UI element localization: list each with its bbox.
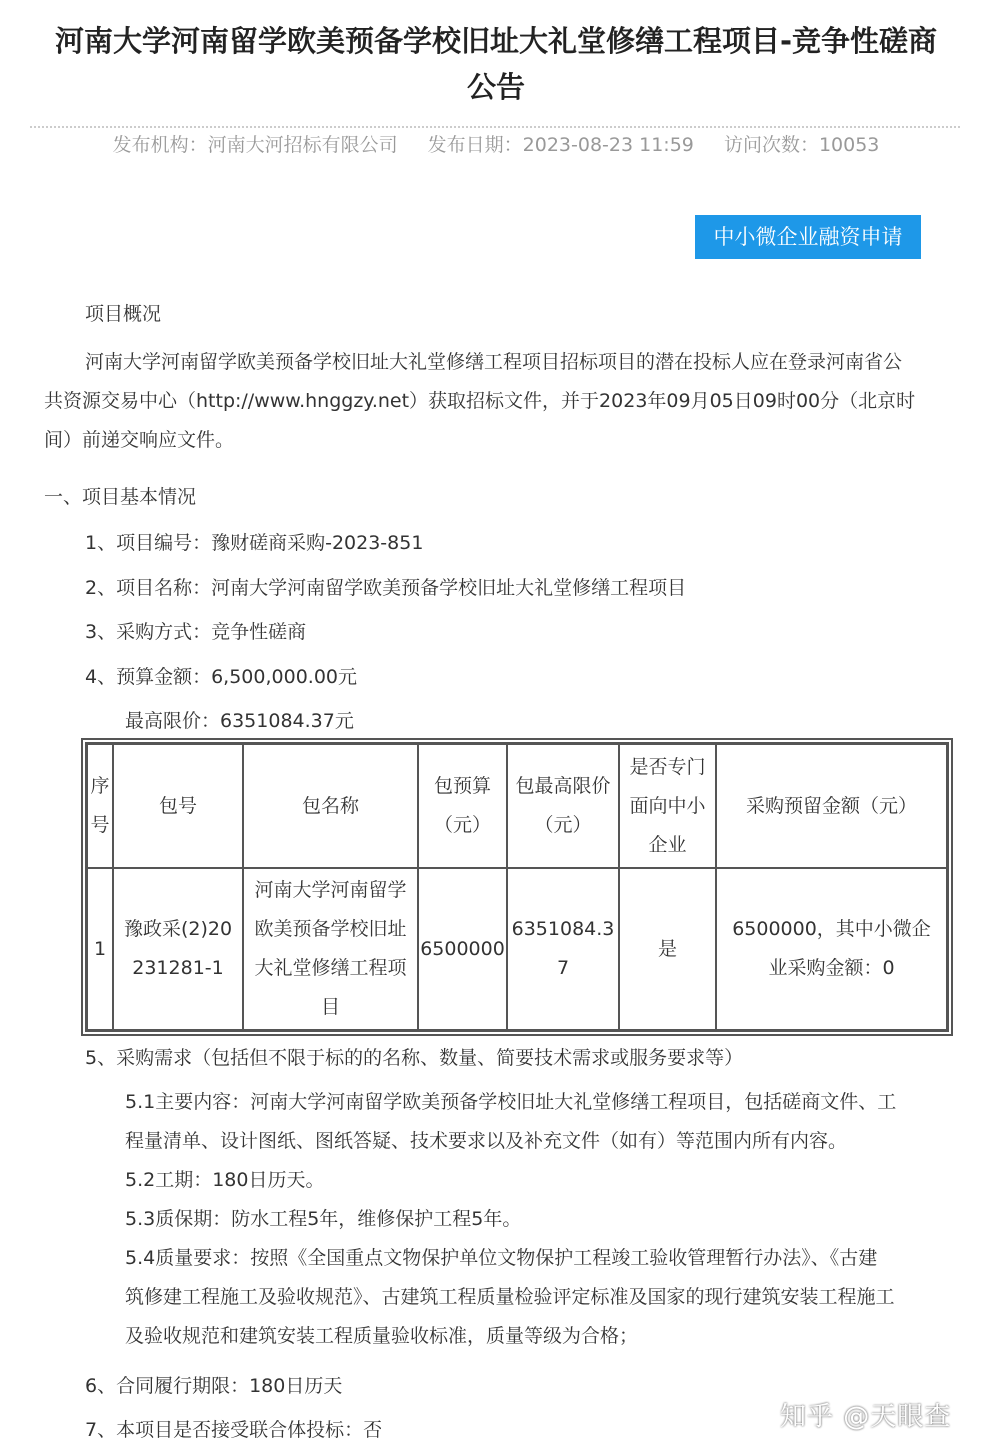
header-cell: 包名称 — [243, 744, 418, 868]
table-cell: 6500000，其中小微企业采购金额：0 — [716, 868, 947, 1030]
table-cell: 河南大学河南留学欧美预备学校旧址大礼堂修缮工程项目 — [243, 868, 418, 1030]
table-cell: 是 — [619, 868, 716, 1030]
item5-heading: 5、采购需求（包括但不限于标的的名称、数量、简要技术需求或服务要求等） — [85, 1047, 744, 1069]
overview-line: 共资源交易中心（http://www.hnggzy.net）获取招标文件，并于2023年09月05日09时00分（北京时 — [44, 390, 916, 412]
page-title — [0, 18, 992, 110]
meta-bar — [0, 131, 992, 159]
item7: 7、本项目是否接受联合体投标：否 — [85, 1419, 383, 1441]
max-price: 最高限价：6351084.37元 — [125, 710, 354, 732]
page-title-line2: 公告 — [466, 70, 525, 104]
header-cell: 是否专门面向中小企业 — [619, 744, 716, 868]
basic-info-list — [85, 521, 686, 744]
table-cell: 6500000 — [418, 868, 507, 1030]
item5-line: 筑修建工程施工及验收规范》、古建筑工程质量检验评定标准及国家的现行建筑安装工程施工 — [125, 1286, 895, 1308]
item6: 6、合同履行期限：180日历天 — [85, 1375, 343, 1397]
overview-heading: 项目概况 — [85, 303, 162, 325]
item5-line: 程量清单、设计图纸、图纸答疑、技术要求以及补充文件（如有）等范围内所有内容。 — [125, 1130, 848, 1152]
zhihu-watermark: 知乎 @天眼查 — [780, 1402, 952, 1432]
item5-line: 及验收规范和建筑安装工程质量验收标准，质量等级为合格； — [125, 1325, 639, 1347]
item5-line: 5.3质保期：防水工程5年，维修保护工程5年。 — [125, 1208, 522, 1230]
item5-line: 5.1主要内容：河南大学河南留学欧美预备学校旧址大礼堂修缮工程项目，包括磋商文件、工 — [125, 1091, 897, 1113]
table-row — [87, 868, 947, 1030]
table-header-row — [87, 744, 947, 868]
basic-item: 2、项目名称：河南大学河南留学欧美预备学校旧址大礼堂修缮工程项目 — [85, 576, 687, 599]
meta-publisher: 发布机构：河南大河招标有限公司 — [112, 134, 398, 156]
title-divider — [30, 126, 960, 128]
basic-item: 3、采购方式：竞争性磋商 — [85, 621, 307, 643]
header-cell: 包预算（元） — [418, 744, 507, 868]
table-cell: 1 — [87, 868, 113, 1030]
finance-apply-button[interactable]: 中小微企业融资申请 — [695, 215, 921, 259]
package-table — [85, 742, 949, 1032]
overview-line: 河南大学河南留学欧美预备学校旧址大礼堂修缮工程项目招标项目的潜在投标人应在登录河南省公 — [85, 351, 903, 373]
overview-line: 间）前递交响应文件。 — [44, 429, 235, 451]
basic-item: 4、预算金额：6,500,000.00元 — [85, 665, 358, 688]
header-cell: 采购预留金额（元） — [716, 744, 947, 868]
table-cell: 6351084.37 — [507, 868, 619, 1030]
header-cell: 包最高限价（元） — [507, 744, 619, 868]
header-cell: 序号 — [87, 744, 113, 868]
section1-heading: 一、项目基本情况 — [44, 486, 197, 508]
item5-line: 5.4质量要求：按照《全国重点文物保护单位文物保护工程竣工验收管理暂行办法》、《古建 — [125, 1247, 878, 1269]
overview-paragraph — [44, 343, 915, 460]
basic-item: 1、项目编号：豫财磋商采购-2023-851 — [85, 532, 424, 554]
table-cell: 豫政采(2)20231281-1 — [113, 868, 243, 1030]
meta-visits: 访问次数：10053 — [723, 134, 880, 156]
item5-line: 5.2工期：180日历天。 — [125, 1169, 325, 1191]
header-cell: 包号 — [113, 744, 243, 868]
page-title-line1: 河南大学河南留学欧美预备学校旧址大礼堂修缮工程项目-竞争性磋商 — [54, 24, 938, 58]
meta-date: 发布日期：2023-08-23 11:59 — [427, 134, 694, 156]
item5-details — [85, 1083, 896, 1356]
